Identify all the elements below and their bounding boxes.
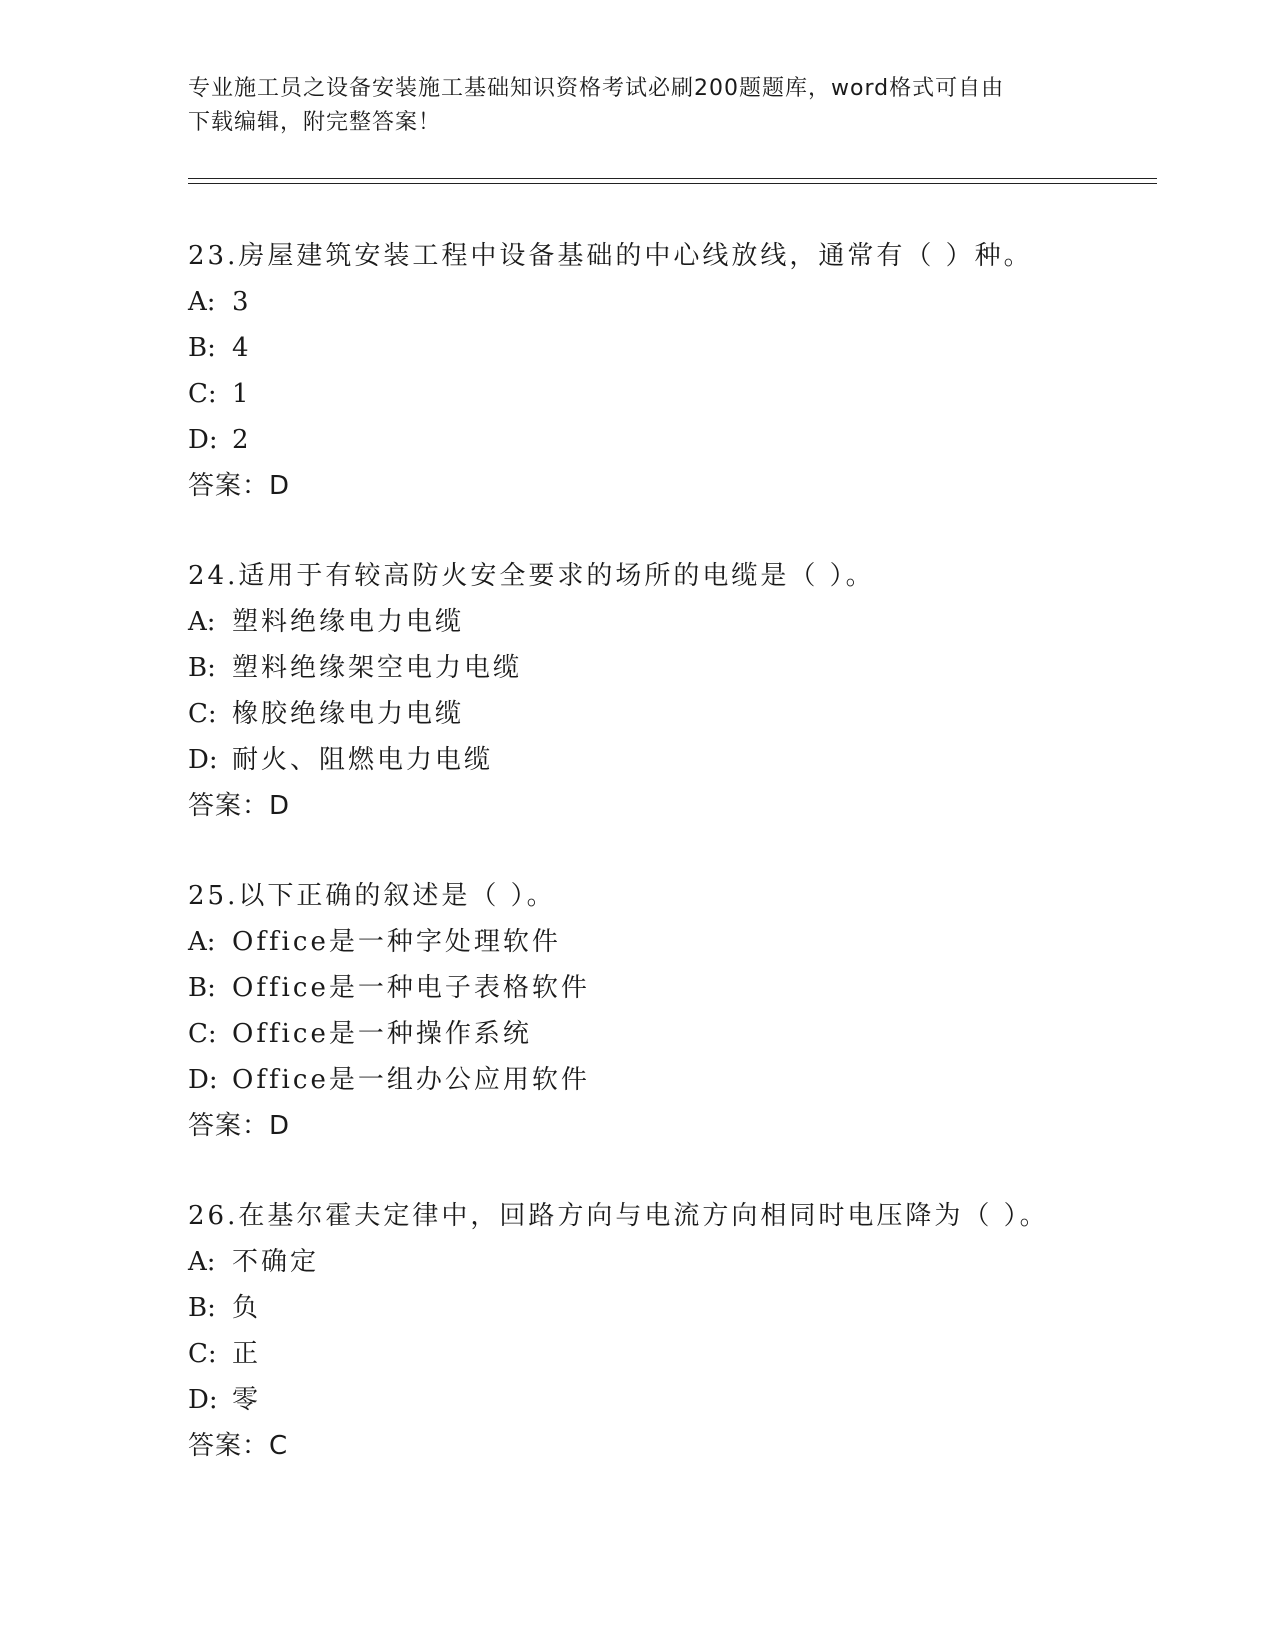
question-26: [188, 1193, 1148, 1469]
option-b: [188, 965, 1148, 1011]
option-letter: A:: [188, 607, 216, 637]
option-c: [188, 691, 1148, 737]
document-header: [188, 72, 1088, 140]
question-23: [188, 233, 1148, 509]
option-c: [188, 1331, 1148, 1377]
option-d: [188, 1377, 1148, 1423]
option-letter: D:: [188, 1065, 218, 1095]
header-line-2: 下载编辑，附完整答案！: [188, 110, 442, 135]
option-b: [188, 1285, 1148, 1331]
option-letter: C:: [188, 1019, 217, 1049]
option-letter: A:: [188, 927, 216, 957]
option-text: 不确定: [232, 1247, 320, 1277]
option-d: [188, 737, 1148, 783]
answer-line: 答案：D: [188, 1111, 291, 1141]
option-text: 1: [232, 379, 252, 409]
option-letter: C:: [188, 1339, 217, 1369]
answer-line: 答案：D: [188, 471, 291, 501]
header-line-1: 专业施工员之设备安装施工基础知识资格考试必刷200题题库，word格式可自由: [188, 76, 1005, 101]
option-text: 零: [232, 1385, 262, 1415]
header-divider-bottom: [188, 183, 1157, 184]
option-letter: D:: [188, 745, 218, 775]
option-text: Office是一组办公应用软件: [232, 1065, 590, 1095]
header-divider-top: [188, 178, 1157, 179]
option-text: 橡胶绝缘电力电缆: [232, 699, 465, 729]
option-text: 3: [232, 287, 252, 317]
option-letter: C:: [188, 379, 217, 409]
option-d: [188, 1057, 1148, 1103]
question-24: [188, 553, 1148, 829]
option-text: 负: [232, 1293, 262, 1323]
option-letter: B:: [188, 973, 216, 1003]
question-stem: 23.房屋建筑安装工程中设备基础的中心线放线，通常有（ ）种。: [188, 241, 1033, 271]
question-stem: 24.适用于有较高防火安全要求的场所的电缆是（ ）。: [188, 561, 875, 591]
option-letter: C:: [188, 699, 217, 729]
option-letter: A:: [188, 287, 216, 317]
answer-line: 答案：C: [188, 1431, 289, 1461]
answer-line: 答案：D: [188, 791, 291, 821]
option-text: 2: [232, 425, 252, 455]
question-stem: 26.在基尔霍夫定律中，回路方向与电流方向相同时电压降为（ ）。: [188, 1201, 1049, 1231]
question-stem: 25.以下正确的叙述是（ ）。: [188, 881, 556, 911]
option-letter: B:: [188, 653, 216, 683]
option-text: 塑料绝缘架空电力电缆: [232, 653, 523, 683]
option-text: 塑料绝缘电力电缆: [232, 607, 465, 637]
option-letter: D:: [188, 1385, 218, 1415]
option-letter: A:: [188, 1247, 216, 1277]
option-text: 4: [232, 333, 252, 363]
option-text: Office是一种操作系统: [232, 1019, 532, 1049]
option-text: Office是一种字处理软件: [232, 927, 561, 957]
option-letter: B:: [188, 333, 216, 363]
option-a: [188, 599, 1148, 645]
option-text: 正: [232, 1339, 262, 1369]
option-b: [188, 325, 1148, 371]
question-25: [188, 873, 1148, 1149]
option-c: [188, 371, 1148, 417]
option-a: [188, 279, 1148, 325]
option-letter: D:: [188, 425, 218, 455]
option-c: [188, 1011, 1148, 1057]
option-a: [188, 919, 1148, 965]
option-d: [188, 417, 1148, 463]
option-text: 耐火、阻燃电力电缆: [232, 745, 494, 775]
option-text: Office是一种电子表格软件: [232, 973, 590, 1003]
option-b: [188, 645, 1148, 691]
option-letter: B:: [188, 1293, 216, 1323]
option-a: [188, 1239, 1148, 1285]
